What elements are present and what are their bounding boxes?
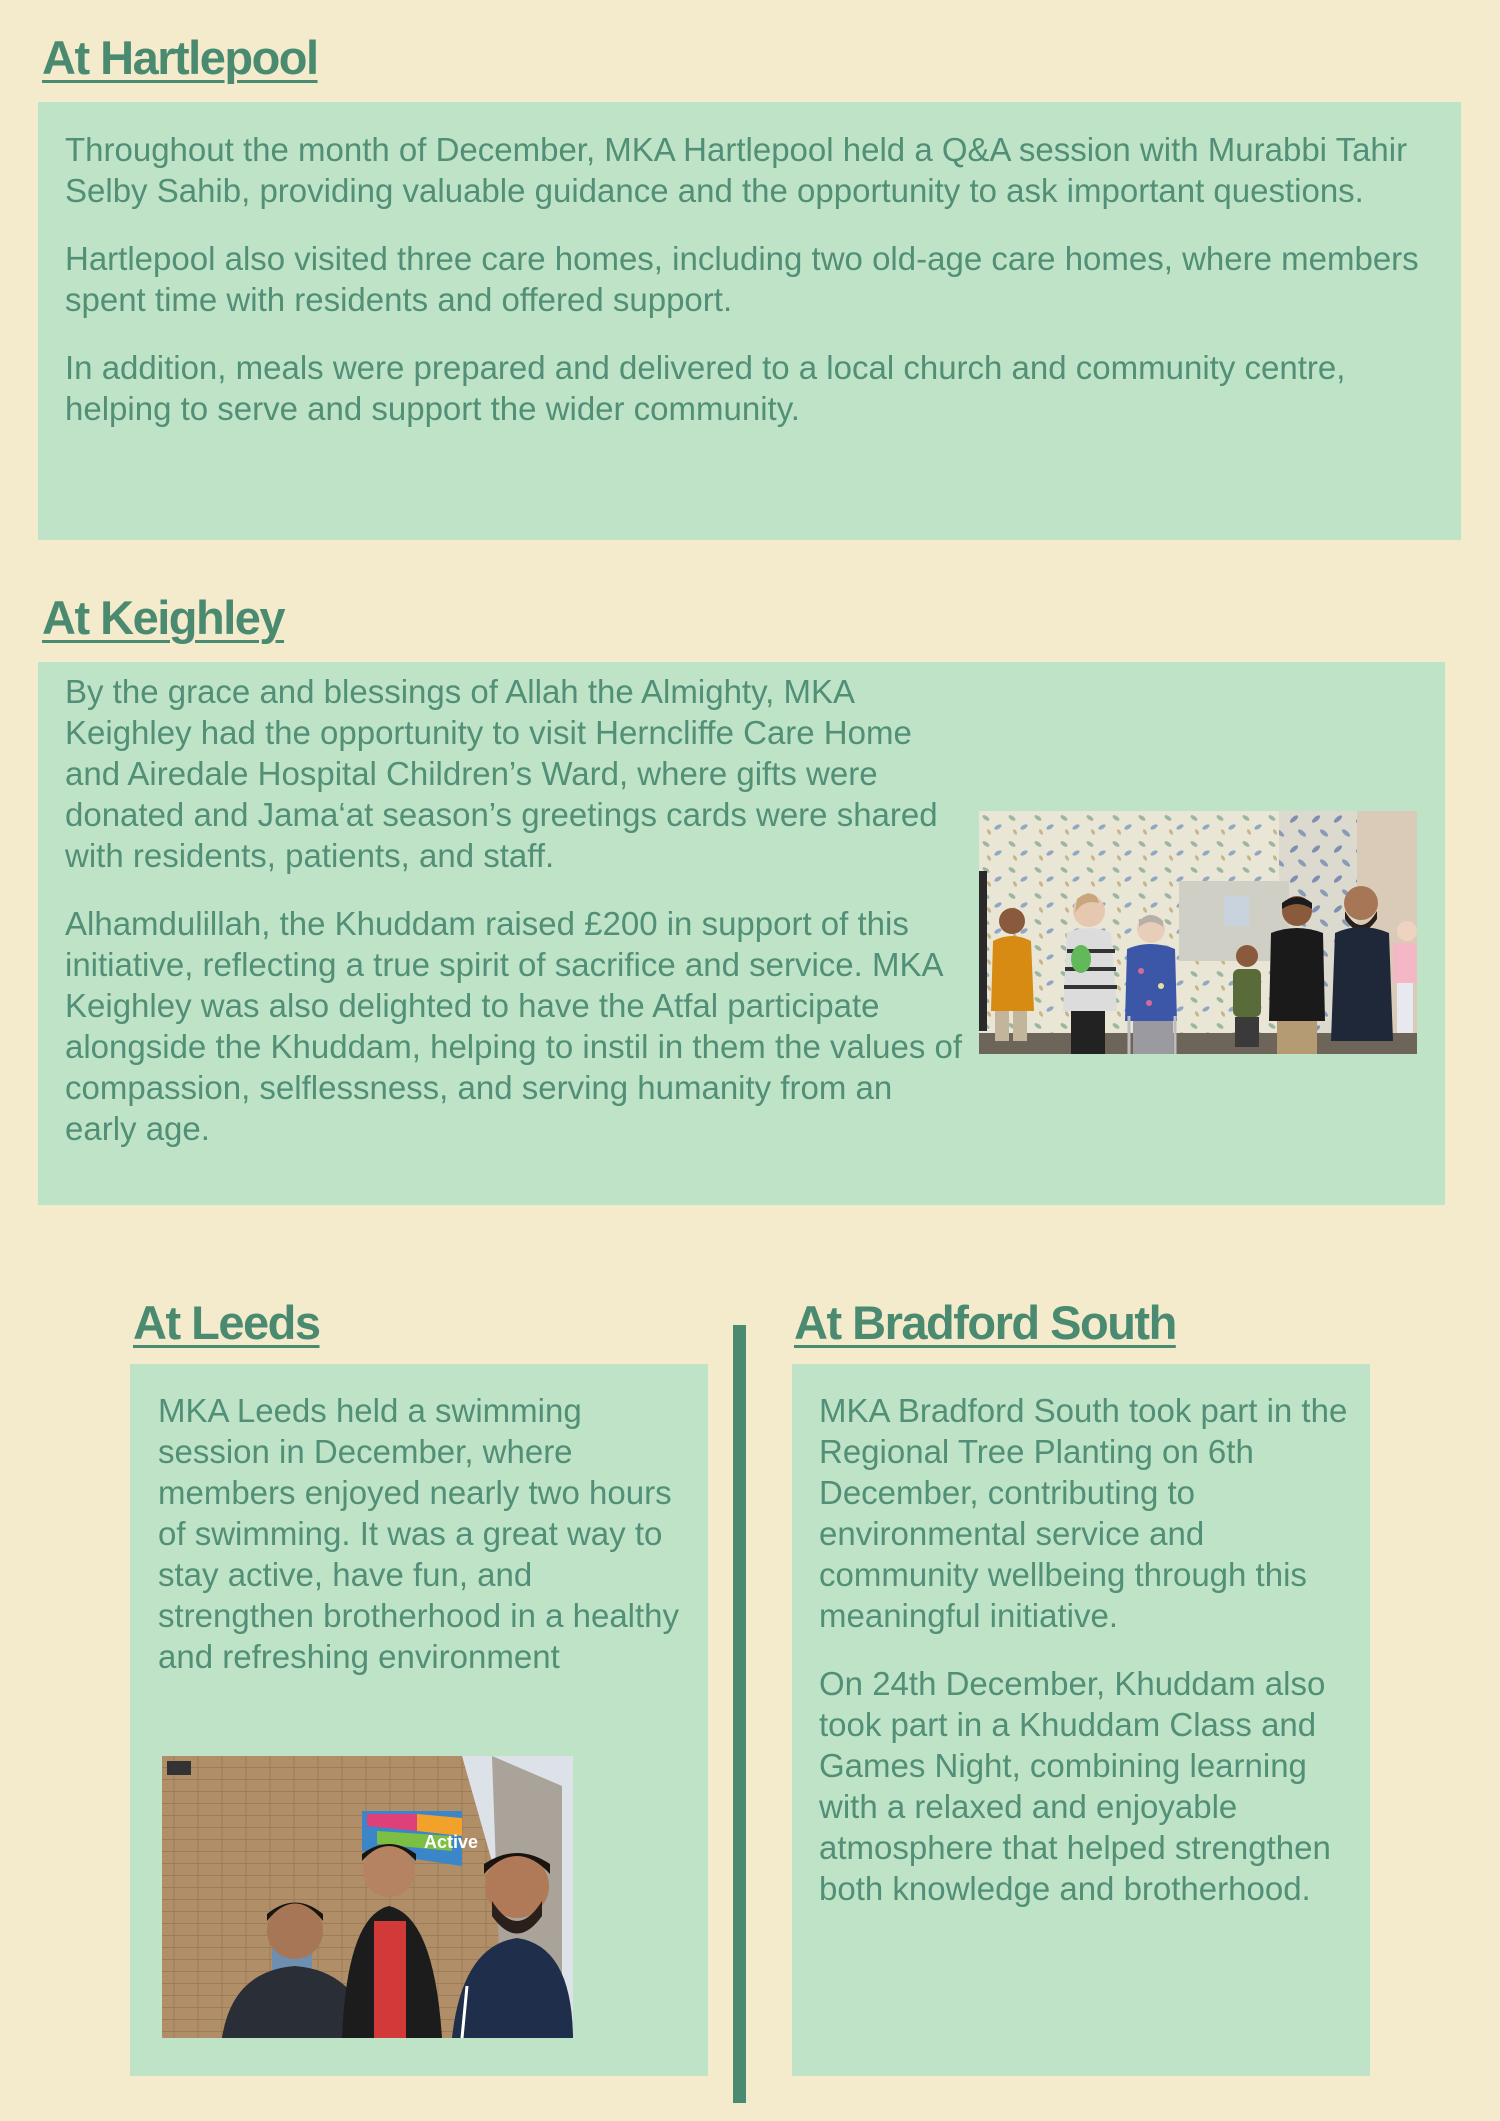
hartlepool-heading: At Hartlepool (42, 31, 318, 84)
hartlepool-paragraph-3: In addition, meals were prepared and delivered to a local church and community centre, helping to serve and support the wider community. (65, 349, 1346, 427)
keighley-heading: At Keighley (42, 591, 285, 644)
keighley-group-photo (979, 811, 1417, 1054)
hartlepool-paragraph-2: Hartlepool also visited three care homes, including two old-age care homes, where members spent time with residents and offered support. (65, 240, 1419, 318)
bradford-south-heading: At Bradford South (794, 1296, 1176, 1349)
keighley-text-box (38, 662, 1445, 1205)
hartlepool-paragraph-1: Throughout the month of December, MKA Hartlepool held a Q&A session with Murabbi Tahir Selby Sahib, providing valuable guidance and the opportunity to ask important questions. (65, 131, 1408, 209)
leeds-paragraph-1: MKA Leeds held a swimming session in December, where members enjoyed nearly two hours of swimming. It was a great way to stay active, have fun, and strengthen brotherhood in a healthy and refreshing environment (158, 1392, 680, 1675)
leeds-swimming-photo (162, 1756, 573, 2038)
hartlepool-text-box (38, 102, 1461, 540)
svg-text:Active: Active (424, 1832, 479, 1852)
keighley-paragraph-1: By the grace and blessings of Allah the Almighty, MKA Keighley had the opportunity to visit Herncliffe Care Home and Airedale Hospital Children’s Ward, where gifts were donated and Jama‘at season’s greetings cards were shared with residents, patients, and staff. (65, 673, 938, 874)
bradford-south-paragraph-1: MKA Bradford South took part in the Regional Tree Planting on 6th December, contributing to environmental service and community wellbeing through this meaningful initiative. (819, 1392, 1348, 1634)
bradford-south-text-box (792, 1364, 1370, 2076)
keighley-paragraph-2: Alhamdulillah, the Khuddam raised £200 in support of this initiative, reflecting a true spirit of sacrifice and service. MKA Keighley was also delighted to have the Atfal participate alongside the Khuddam, helping to instil in them the values of compassion, selflessness, and serving humanity from an early age. (65, 905, 963, 1147)
keighley-text-column (65, 671, 965, 1176)
column-divider (733, 1325, 746, 2103)
leeds-heading: At Leeds (133, 1296, 320, 1349)
bradford-south-paragraph-2: On 24th December, Khuddam also took part in a Khuddam Class and Games Night, combining learning with a relaxed and enjoyable atmosphere that helped strengthen both knowledge and brotherhood. (819, 1665, 1331, 1907)
leeds-text-box (130, 1364, 708, 2076)
